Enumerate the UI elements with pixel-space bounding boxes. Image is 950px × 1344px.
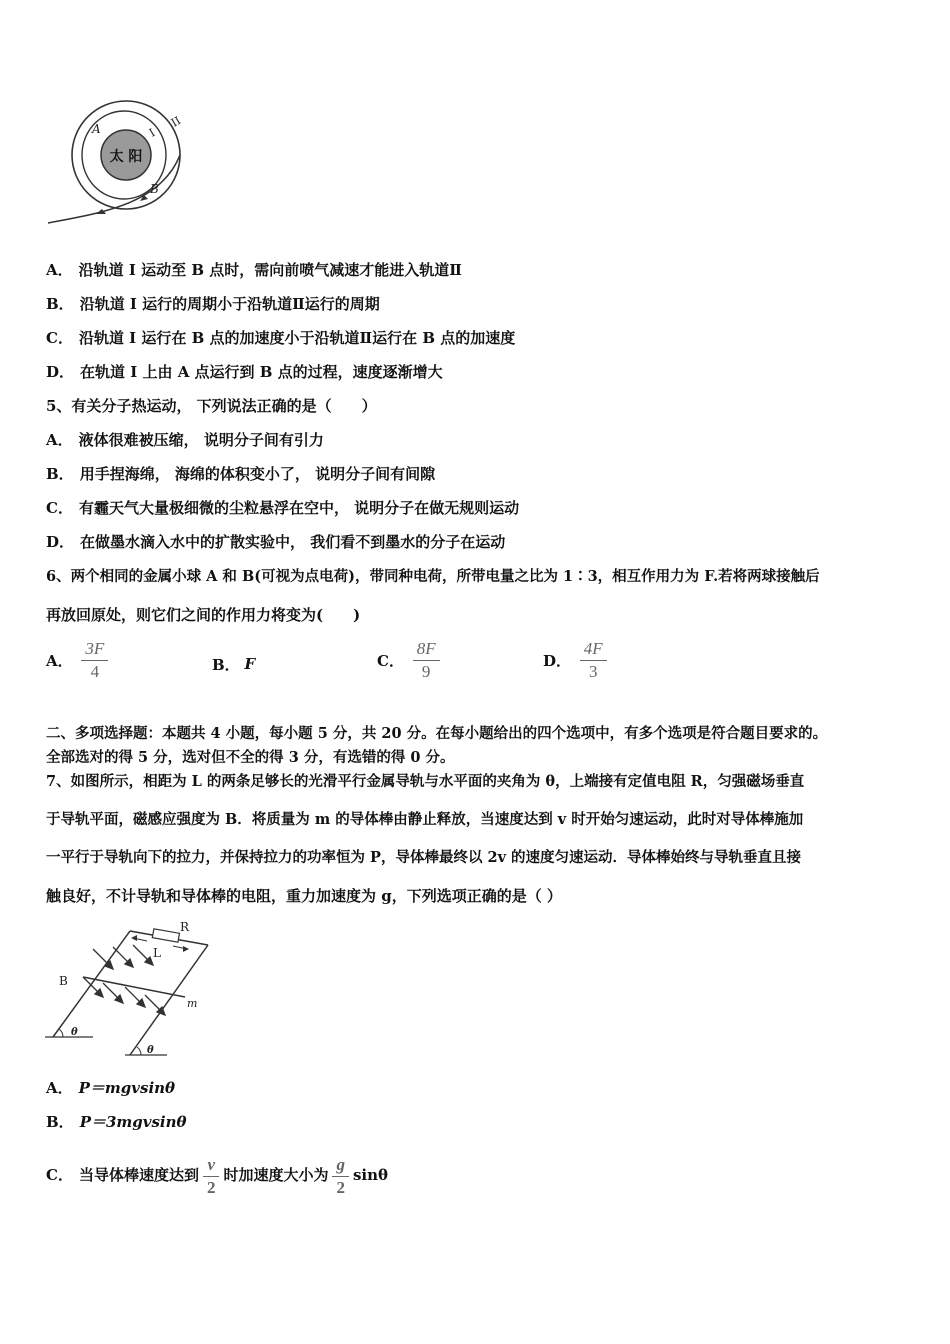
fraction — [203, 1154, 220, 1199]
fraction-numerator: 8F — [413, 638, 440, 661]
q5-option-c — [46, 498, 519, 518]
fraction — [580, 638, 607, 683]
q7-line2: 于导轨平面，磁感应强度为 B．将质量为 m 的导体棒由静止释放，当速度达到 v 时开始匀速运动，此时对导体棒施加 — [46, 811, 804, 828]
fraction-denominator: 4 — [90, 662, 100, 681]
resistor-label: R — [180, 920, 190, 934]
point-b-label: B — [150, 182, 159, 196]
option-letter: D． — [543, 652, 572, 670]
option-text: 沿轨道 I 运动至 B 点时，需向前喷气减速才能进入轨道Ⅱ — [78, 261, 462, 279]
option-letter: D． — [46, 533, 75, 551]
q5-option-b — [46, 464, 435, 484]
q7-option-c — [46, 1148, 388, 1202]
option-letter: D． — [46, 363, 75, 381]
option-letter: A． — [46, 1079, 73, 1097]
option-text: 当导体棒速度达到 — [78, 1166, 199, 1184]
option-letter: B． — [212, 656, 240, 674]
fraction — [332, 1154, 349, 1199]
option-letter: C． — [46, 329, 73, 347]
q4-option-a — [46, 260, 462, 280]
fraction-denominator: 9 — [421, 662, 431, 681]
q7-option-b — [46, 1112, 187, 1132]
q6-stem-line2: 再放回原处，则它们之间的作用力将变为( ) — [46, 606, 361, 624]
fraction-numerator: 3F — [81, 638, 108, 661]
distance-label: L — [153, 946, 161, 960]
option-text: P＝3mgvsinθ — [79, 1113, 187, 1131]
orbit-ii-label: II — [169, 113, 184, 130]
q4-option-d — [46, 362, 443, 382]
option-text: 用手捏海绵， 海绵的体积变小了， 说明分子间有间隙 — [79, 465, 436, 483]
orbit-i-label: I — [147, 126, 158, 140]
q7-line4: 触良好，不计导轨和导体棒的电阻，重力加速度为 g，下列选项正确的是（ ） — [46, 887, 562, 905]
option-text: 沿轨道 I 运行在 B 点的加速度小于沿轨道Ⅱ运行在 B 点的加速度 — [78, 329, 516, 347]
q7-option-a — [46, 1078, 175, 1098]
q4-option-b — [46, 294, 380, 314]
q6-option-c — [377, 638, 444, 690]
fraction-denominator: 2 — [336, 1177, 345, 1197]
option-letter: A． — [46, 261, 73, 279]
option-letter: B． — [46, 465, 74, 483]
option-text: 液体很难被压缩， 说明分子间有引力 — [78, 431, 324, 449]
option-letter: C． — [46, 499, 73, 517]
option-text: sinθ — [352, 1166, 389, 1184]
q6-stem-line1: 6、两个相同的金属小球 A 和 B(可视为点电荷)，带同种电荷，所带电量之比为 1∶3，相互作用力为 F.若将两球接触后 — [46, 568, 820, 585]
fraction — [81, 638, 108, 683]
q5-stem: 5、有关分子热运动， 下列说法正确的是（ ） — [46, 397, 377, 415]
fraction-denominator: 2 — [206, 1177, 216, 1197]
option-text: P＝mgvsinθ — [78, 1079, 176, 1097]
option-letter: C． — [46, 1166, 73, 1184]
option-text: 沿轨道 I 运行的周期小于沿轨道Ⅱ运行的周期 — [79, 295, 380, 313]
q7-line1: 7、如图所示，相距为 L 的两条足够长的光滑平行金属导轨与水平面的夹角为 θ，上端接有定值电阻 R，匀强磁场垂直 — [46, 773, 805, 790]
option-text: 在轨道 I 上由 A 点运行到 B 点的过程，速度逐渐增大 — [80, 363, 443, 381]
fraction-numerator: 4F — [580, 638, 607, 661]
q6-option-b — [212, 638, 255, 690]
q7-line3: 一平行于导轨向下的拉力，并保持拉力的功率恒为 P，导体棒最终以 2v 的速度匀速运动．导体棒始终与导轨垂直且接 — [46, 849, 802, 866]
q5-option-a — [46, 430, 324, 450]
fraction-numerator: g — [332, 1154, 349, 1177]
fraction-denominator: 3 — [588, 662, 598, 681]
option-text: 时加速度大小为 — [223, 1166, 329, 1184]
q6-option-a — [46, 638, 112, 690]
option-letter: C． — [377, 652, 404, 670]
angle-label-right: θ — [147, 1045, 154, 1056]
fraction — [413, 638, 440, 683]
option-letter: A． — [46, 431, 73, 449]
rails-figure — [45, 915, 220, 1063]
option-letter: A． — [46, 652, 73, 670]
point-a-label: A — [92, 122, 101, 136]
option-letter: B． — [46, 1113, 74, 1131]
q6-option-d — [543, 638, 611, 690]
q4-option-c — [46, 328, 515, 348]
option-text: 有霾天气大量极细微的尘粒悬浮在空中， 说明分子在做无规则运动 — [78, 499, 520, 517]
section2-line1: 二、多项选择题：本题共 4 小题，每小题 5 分，共 20 分。在每小题给出的四个选项中，有多个选项是符合题目要求的。 — [46, 725, 828, 742]
angle-label-left: θ — [71, 1027, 78, 1038]
sun-label: 太 阳 — [109, 149, 143, 165]
field-label: B — [59, 974, 68, 988]
fraction-numerator: v — [203, 1154, 220, 1177]
orbit-figure — [40, 95, 200, 230]
mass-label: m — [187, 997, 198, 1010]
q5-option-d — [46, 532, 505, 552]
option-text: 在做墨水滴入水中的扩散实验中， 我们看不到墨水的分子在运动 — [80, 533, 506, 551]
option-text: F — [244, 655, 256, 673]
option-letter: B． — [46, 295, 74, 313]
section2-line2: 全部选对的得 5 分，选对但不全的得 3 分，有选错的得 0 分。 — [46, 749, 455, 766]
